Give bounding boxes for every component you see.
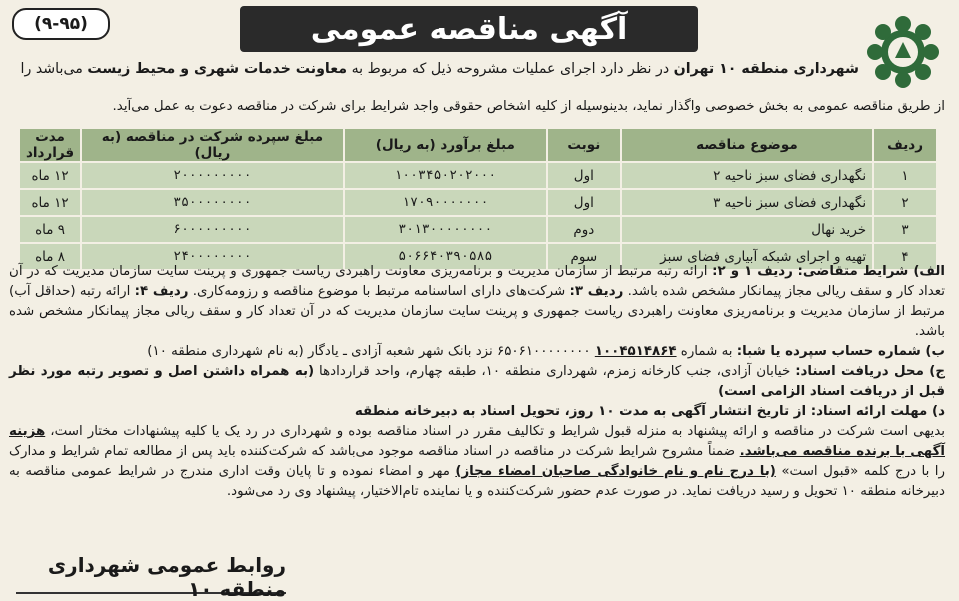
intro-line-1: [9, 60, 859, 79]
org-name: شهرداری منطقه ۱۰ تهران: [673, 61, 859, 77]
closing-paragraph: [9, 422, 945, 502]
condition-a-text-2: شرکت‌های دارای اساسنامه مرتبط با موضوع مناقصه و رزومه‌کاری.: [188, 284, 570, 299]
intro-line-2: از طریق مناقصه عمومی به بخش خصوصی واگذار نماید، بدینوسیله از کلیه اشخاص حقوقی واجد شرایط برای شرکت در مناقصه دعوت به عمل می‌آید.: [112, 99, 945, 114]
col-header-estimate: مبلغ برآورد (به ریال): [345, 129, 546, 161]
closing-text-3: مهر و امضاء نموده و تا پایان وقت اداری مندرج در شرایط عمومی مناقصه به دبیرخانه منطقه ۱۰ تحویل و رسید دریافت نماید. در صورت عدم حضور شرکت‌کننده و یا نماینده تام‌الاختیار، پیشنهاد وی رد می‌شود.: [9, 464, 945, 499]
deputy-name: معاونت خدمات شهری و محیط زیست: [87, 61, 348, 77]
cell-subject: نگهداری فضای سبز ناحیه ۳: [622, 190, 872, 215]
cell-row-number: ۲: [874, 190, 936, 215]
closing-text-1: بدیهی است شرکت در مناقصه و ارائه پیشنهاد به منزله قبول شرایط و تکالیف مقرر در اسناد مناقصه بوده و شهرداری در رد یک یا کلیه پیشنهادات مختار است،: [45, 424, 945, 439]
condition-b-label: ب) شماره حساب سپرده یا شبا:: [736, 344, 945, 359]
table-header-row: [20, 129, 936, 161]
cell-deposit: ۳۵۰۰۰۰۰۰۰۰: [82, 190, 343, 215]
condition-a-row-4: ردیف ۴:: [134, 284, 189, 299]
cell-duration: ۱۲ ماه: [20, 163, 80, 188]
condition-b-text-2: ۶۵۰۶۱۰۰۰۰۰۰۰۰ نزد بانک شهر شعبه آزادی ـ یادگار (به نام شهرداری منطقه ۱۰): [147, 344, 595, 359]
condition-a-rows-1-2: ردیف ۱ و ۲:: [712, 264, 793, 279]
municipality-logo-icon: [865, 14, 941, 90]
cell-subject: تهیه و اجرای شبکه آبیاری فضای سبز: [622, 244, 872, 269]
cell-round: اول: [548, 163, 620, 188]
footer-signature: روابط عمومی شهرداری منطقه ۱۰: [16, 562, 286, 594]
ad-code-badge: (۹-۹۵): [12, 8, 110, 40]
cell-round: سوم: [548, 244, 620, 269]
cell-row-number: ۱: [874, 163, 936, 188]
condition-d: [9, 402, 945, 422]
condition-b-text-1: به شماره: [676, 344, 737, 359]
cell-deposit: ۶۰۰۰۰۰۰۰۰۰: [82, 217, 343, 242]
cell-estimate: ۱۷۰۹۰۰۰۰۰۰۰: [345, 190, 546, 215]
tender-table: [18, 127, 938, 271]
condition-b: [9, 342, 945, 362]
condition-a-text-3: ارائه رتبه (حداقل آب) مرتبط از سازمان مدیریت و برنامه‌ریزی معاونت راهبردی ریاست جمهوری و پرینت سایت سازمان مدیریت که در آن تعداد کار و سقف ریالی مجاز پیمانکار مشخص شده باشد.: [9, 284, 945, 339]
cell-deposit: ۲۴۰۰۰۰۰۰۰۰: [82, 244, 343, 269]
condition-d-label: د) مهلت ارائه اسناد:: [810, 404, 945, 419]
condition-a-text-1: ارائه رتبه مرتبط از سازمان مدیریت و برنامه‌ریزی معاونت راهبردی ریاست جمهوری و پرینت سایت سازمان مدیریت که در آن تعداد کار و سقف ریالی مجاز پیمانکار مشخص شده باشد.: [9, 264, 945, 299]
cell-duration: ۸ ماه: [20, 244, 80, 269]
table-row: [20, 190, 936, 215]
account-number: ۱۰۰۴۵۱۴۸۶۴: [594, 344, 677, 359]
condition-c: [9, 362, 945, 402]
col-header-deposit: مبلغ سپرده شرکت در مناقصه (به ریال): [82, 129, 343, 161]
col-header-subject: موضوع مناقصه: [622, 129, 872, 161]
condition-c-bold: (به همراه داشتن اصل و تصویر رتبه مورد نظر قبل از دریافت اسناد الزامی است): [9, 364, 945, 399]
ad-title: آگهی مناقصه عمومی: [240, 6, 698, 52]
condition-a-row-3: ردیف ۳:: [569, 284, 624, 299]
table-row: [20, 217, 936, 242]
condition-c-label: ج) محل دریافت اسناد:: [795, 364, 945, 379]
condition-a: [9, 262, 945, 342]
cell-round: دوم: [548, 217, 620, 242]
condition-a-label: الف) شرایط متقاضی:: [797, 264, 945, 279]
col-header-row-number: ردیف: [874, 129, 936, 161]
closing-bold-2: (با درج نام و نام خانوادگی صاحبان امضاء مجاز): [455, 464, 776, 479]
table-row: [20, 163, 936, 188]
closing-bold-1: هزینه آگهی با برنده مناقصه می‌باشد.: [9, 424, 946, 459]
cell-subject: خرید نهال: [622, 217, 872, 242]
cell-duration: ۹ ماه: [20, 217, 80, 242]
cell-estimate: ۵۰۶۶۴۰۳۹۰۵۸۵: [345, 244, 546, 269]
cell-estimate: ۳۰۱۳۰۰۰۰۰۰۰۰: [345, 217, 546, 242]
condition-c-text: خیابان آزادی، جنب کارخانه زمزم، شهرداری منطقه ۱۰، طبقه چهارم، واحد قراردادها: [314, 364, 796, 379]
cell-row-number: ۳: [874, 217, 936, 242]
cell-deposit: ۲۰۰۰۰۰۰۰۰۰: [82, 163, 343, 188]
intro-text-1: در نظر دارد اجرای عملیات مشروحه ذیل که مربوط به: [347, 61, 674, 77]
intro-text-2: می‌باشد را: [20, 61, 88, 77]
conditions-block: [9, 262, 945, 502]
cell-estimate: ۱۰۰۳۴۵۰۲۰۲۰۰۰: [345, 163, 546, 188]
cell-row-number: ۴: [874, 244, 936, 269]
col-header-round: نوبت: [548, 129, 620, 161]
closing-text-2: ضمناً مشروح شرایط شرکت در مناقصه در اسناد مناقصه موجود می‌باشد که شرکت‌کننده باید پس از مطالعه تمام شرایط و مدارک را با درج کلمه «قبول است»: [9, 444, 945, 479]
cell-round: اول: [548, 190, 620, 215]
condition-d-text: از تاریخ انتشار آگهی به مدت ۱۰ روز، تحویل اسناد به دبیرخانه منطقه: [354, 404, 811, 419]
cell-subject: نگهداری فضای سبز ناحیه ۲: [622, 163, 872, 188]
cell-duration: ۱۲ ماه: [20, 190, 80, 215]
col-header-duration: مدت قرارداد: [20, 129, 80, 161]
